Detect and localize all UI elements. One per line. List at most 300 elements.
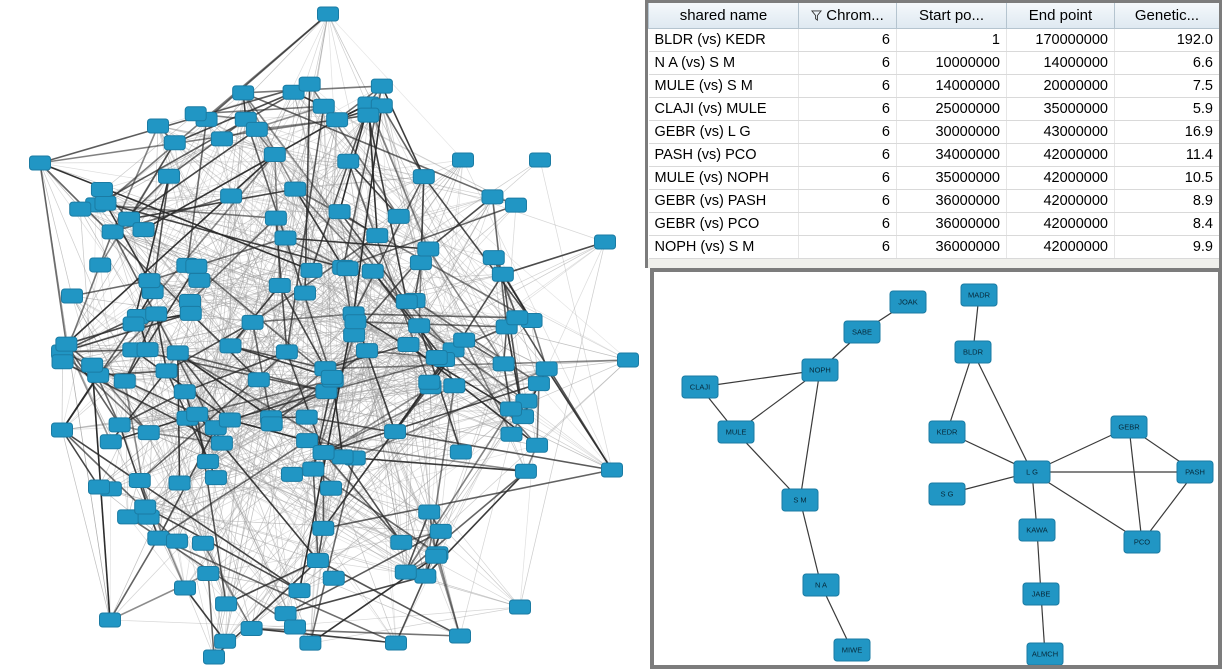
network-node-shape[interactable]: [30, 156, 51, 170]
network-node[interactable]: [204, 650, 225, 664]
network-node[interactable]: [82, 358, 103, 372]
network-node[interactable]: [345, 315, 366, 329]
network-node[interactable]: [129, 473, 150, 487]
network-node[interactable]: [357, 344, 378, 358]
network-view-small[interactable]: [650, 268, 1222, 669]
network-node-shape[interactable]: [56, 337, 77, 351]
network-node[interactable]: [175, 581, 196, 595]
network-node-shape[interactable]: [367, 229, 388, 243]
network-node-shape[interactable]: [430, 524, 451, 538]
network-node[interactable]: [323, 571, 344, 585]
network-node[interactable]: [358, 108, 379, 122]
network-node[interactable]: [409, 319, 430, 333]
network-node-shape[interactable]: [618, 353, 639, 367]
network-node-shape[interactable]: [129, 473, 150, 487]
network-node[interactable]: [483, 251, 504, 265]
network-node-shape[interactable]: [453, 153, 474, 167]
network-node-shape[interactable]: [337, 262, 358, 276]
network-node[interactable]: [95, 196, 116, 210]
network-node[interactable]: [100, 435, 121, 449]
network-node[interactable]: [890, 291, 926, 313]
network-node[interactable]: [782, 489, 818, 511]
network-node-shape[interactable]: [410, 256, 431, 270]
network-node-shape[interactable]: [507, 311, 528, 325]
network-node[interactable]: [426, 549, 447, 563]
network-node[interactable]: [395, 565, 416, 579]
table-row[interactable]: [649, 167, 1220, 190]
network-node[interactable]: [62, 289, 83, 303]
network-node[interactable]: [109, 418, 130, 432]
network-node[interactable]: [301, 263, 322, 277]
network-node[interactable]: [961, 284, 997, 306]
network-node-shape[interactable]: [321, 481, 342, 495]
network-node-shape[interactable]: [527, 438, 548, 452]
network-node-shape[interactable]: [156, 364, 177, 378]
network-node[interactable]: [505, 198, 526, 212]
network-node-shape[interactable]: [395, 565, 416, 579]
network-node-shape[interactable]: [329, 205, 350, 219]
network-node-shape[interactable]: [493, 357, 514, 371]
network-node[interactable]: [189, 273, 210, 287]
network-node-shape[interactable]: [419, 375, 440, 389]
network-node[interactable]: [482, 190, 503, 204]
network-node-shape[interactable]: [89, 480, 110, 494]
network-node[interactable]: [419, 375, 440, 389]
network-node-shape[interactable]: [114, 374, 135, 388]
network-node[interactable]: [329, 205, 350, 219]
network-node[interactable]: [332, 450, 353, 464]
network-small-canvas[interactable]: [654, 272, 1218, 665]
network-node[interactable]: [285, 182, 306, 196]
network-node[interactable]: [834, 639, 870, 661]
network-node[interactable]: [602, 463, 623, 477]
network-node-shape[interactable]: [169, 476, 190, 490]
network-node-shape[interactable]: [332, 450, 353, 464]
network-node-shape[interactable]: [100, 435, 121, 449]
network-node[interactable]: [321, 370, 342, 384]
network-node-shape[interactable]: [219, 413, 240, 427]
network-node[interactable]: [410, 256, 431, 270]
network-node-shape[interactable]: [385, 425, 406, 439]
network-node-shape[interactable]: [281, 467, 302, 481]
network-node[interactable]: [530, 153, 551, 167]
network-node-shape[interactable]: [198, 566, 219, 580]
network-node-shape[interactable]: [528, 377, 549, 391]
network-node-shape[interactable]: [413, 170, 434, 184]
network-node-shape[interactable]: [344, 328, 365, 342]
network-node[interactable]: [321, 481, 342, 495]
network-node[interactable]: [242, 315, 263, 329]
network-node-shape[interactable]: [396, 295, 417, 309]
network-node-shape[interactable]: [323, 571, 344, 585]
network-node-shape[interactable]: [248, 373, 269, 387]
edge-table[interactable]: [648, 3, 1220, 259]
network-node[interactable]: [205, 471, 226, 485]
network-node-shape[interactable]: [109, 418, 130, 432]
network-node[interactable]: [396, 295, 417, 309]
network-node[interactable]: [164, 136, 185, 150]
network-node[interactable]: [276, 345, 297, 359]
network-node[interactable]: [186, 259, 207, 273]
network-node[interactable]: [264, 147, 285, 161]
network-node[interactable]: [803, 574, 839, 596]
network-node-shape[interactable]: [70, 202, 91, 216]
network-node[interactable]: [507, 311, 528, 325]
network-node-shape[interactable]: [303, 462, 324, 476]
network-node[interactable]: [362, 264, 383, 278]
network-node[interactable]: [198, 566, 219, 580]
network-node[interactable]: [682, 376, 718, 398]
network-node[interactable]: [802, 359, 838, 381]
network-node-shape[interactable]: [398, 338, 419, 352]
network-node[interactable]: [454, 333, 475, 347]
network-node[interactable]: [56, 337, 77, 351]
network-node[interactable]: [148, 531, 169, 545]
network-node-shape[interactable]: [300, 636, 321, 650]
network-node-shape[interactable]: [159, 169, 180, 183]
network-node[interactable]: [139, 274, 160, 288]
network-node-shape[interactable]: [189, 273, 210, 287]
network-node-shape[interactable]: [482, 190, 503, 204]
column-header-start-point[interactable]: [897, 3, 1007, 29]
network-node-shape[interactable]: [264, 147, 285, 161]
network-node[interactable]: [269, 279, 290, 293]
network-node-shape[interactable]: [391, 535, 412, 549]
network-node-shape[interactable]: [139, 274, 160, 288]
network-node[interactable]: [220, 339, 241, 353]
network-node-shape[interactable]: [371, 79, 392, 93]
network-node[interactable]: [102, 225, 123, 239]
network-node-shape[interactable]: [246, 122, 267, 136]
network-node[interactable]: [211, 436, 232, 450]
table-row[interactable]: [649, 213, 1220, 236]
network-node[interactable]: [413, 170, 434, 184]
network-node[interactable]: [1177, 461, 1213, 483]
network-node[interactable]: [1014, 461, 1050, 483]
network-node[interactable]: [398, 338, 419, 352]
table-row[interactable]: [649, 236, 1220, 259]
network-node-shape[interactable]: [419, 505, 440, 519]
network-node-shape[interactable]: [164, 136, 185, 150]
network-node-shape[interactable]: [180, 306, 201, 320]
network-node[interactable]: [367, 229, 388, 243]
network-node-shape[interactable]: [285, 182, 306, 196]
network-node[interactable]: [192, 536, 213, 550]
network-node-shape[interactable]: [313, 99, 334, 113]
table-row[interactable]: [649, 29, 1220, 52]
network-node-shape[interactable]: [386, 636, 407, 650]
network-node[interactable]: [327, 113, 348, 127]
network-node[interactable]: [281, 467, 302, 481]
network-node-shape[interactable]: [133, 223, 154, 237]
network-node[interactable]: [211, 132, 232, 146]
network-node[interactable]: [215, 634, 236, 648]
network-node-shape[interactable]: [454, 333, 475, 347]
network-node[interactable]: [261, 417, 282, 431]
network-node[interactable]: [187, 407, 208, 421]
network-node-shape[interactable]: [338, 154, 359, 168]
network-node[interactable]: [337, 262, 358, 276]
network-node[interactable]: [318, 7, 339, 21]
network-node-shape[interactable]: [90, 258, 111, 272]
network-node-shape[interactable]: [444, 379, 465, 393]
network-small-nodes[interactable]: [682, 284, 1213, 665]
network-node[interactable]: [1023, 583, 1059, 605]
network-node[interactable]: [453, 153, 474, 167]
network-node[interactable]: [275, 607, 296, 621]
network-node-shape[interactable]: [91, 182, 112, 196]
network-node-shape[interactable]: [242, 315, 263, 329]
network-node-shape[interactable]: [357, 344, 378, 358]
network-node-shape[interactable]: [321, 370, 342, 384]
network-node-shape[interactable]: [233, 86, 254, 100]
edge-table-panel[interactable]: [645, 0, 1222, 268]
network-node-shape[interactable]: [102, 225, 123, 239]
table-row[interactable]: [649, 98, 1220, 121]
column-header-end-point[interactable]: [1007, 3, 1115, 29]
network-node[interactable]: [1111, 416, 1147, 438]
network-node[interactable]: [338, 154, 359, 168]
network-node-shape[interactable]: [185, 107, 206, 121]
network-node[interactable]: [241, 621, 262, 635]
network-node-shape[interactable]: [289, 584, 310, 598]
network-node-shape[interactable]: [450, 445, 471, 459]
network-node[interactable]: [146, 307, 167, 321]
network-node[interactable]: [418, 242, 439, 256]
network-node[interactable]: [500, 402, 521, 416]
network-node[interactable]: [385, 425, 406, 439]
network-node-shape[interactable]: [261, 417, 282, 431]
network-node-shape[interactable]: [318, 7, 339, 21]
network-node-shape[interactable]: [426, 549, 447, 563]
network-node[interactable]: [510, 600, 531, 614]
network-node-shape[interactable]: [220, 339, 241, 353]
network-node-shape[interactable]: [285, 620, 306, 634]
network-node-shape[interactable]: [82, 358, 103, 372]
network-node-shape[interactable]: [241, 621, 262, 635]
network-node[interactable]: [536, 362, 557, 376]
network-node[interactable]: [275, 231, 296, 245]
network-node-shape[interactable]: [500, 402, 521, 416]
network-node[interactable]: [30, 156, 51, 170]
network-node[interactable]: [444, 379, 465, 393]
network-node[interactable]: [493, 357, 514, 371]
network-node-shape[interactable]: [167, 346, 188, 360]
network-node[interactable]: [167, 346, 188, 360]
network-node-shape[interactable]: [505, 198, 526, 212]
network-node-shape[interactable]: [450, 629, 471, 643]
network-node[interactable]: [430, 524, 451, 538]
network-node-shape[interactable]: [296, 410, 317, 424]
network-node[interactable]: [313, 99, 334, 113]
network-node-shape[interactable]: [276, 345, 297, 359]
network-node[interactable]: [156, 364, 177, 378]
network-node[interactable]: [501, 427, 522, 441]
network-node[interactable]: [426, 350, 447, 364]
network-node[interactable]: [419, 505, 440, 519]
network-node[interactable]: [388, 209, 409, 223]
network-node-shape[interactable]: [595, 235, 616, 249]
network-node[interactable]: [450, 445, 471, 459]
network-node-shape[interactable]: [192, 536, 213, 550]
table-row[interactable]: [649, 121, 1220, 144]
table-row[interactable]: [649, 75, 1220, 98]
network-node[interactable]: [386, 636, 407, 650]
network-node[interactable]: [123, 317, 144, 331]
network-node[interactable]: [100, 613, 121, 627]
network-node[interactable]: [371, 79, 392, 93]
table-row[interactable]: [649, 52, 1220, 75]
network-node[interactable]: [159, 169, 180, 183]
network-node[interactable]: [137, 343, 158, 357]
network-node-shape[interactable]: [211, 132, 232, 146]
network-node[interactable]: [248, 373, 269, 387]
network-node[interactable]: [527, 438, 548, 452]
network-node[interactable]: [929, 483, 965, 505]
network-node[interactable]: [492, 267, 513, 281]
network-node-shape[interactable]: [345, 315, 366, 329]
network-node[interactable]: [70, 202, 91, 216]
network-node[interactable]: [285, 620, 306, 634]
network-node-shape[interactable]: [307, 554, 328, 568]
network-node[interactable]: [929, 421, 965, 443]
network-node[interactable]: [289, 584, 310, 598]
network-node-shape[interactable]: [197, 455, 218, 469]
network-node[interactable]: [307, 554, 328, 568]
network-node[interactable]: [955, 341, 991, 363]
network-node-shape[interactable]: [204, 650, 225, 664]
network-node[interactable]: [313, 446, 334, 460]
network-node[interactable]: [133, 223, 154, 237]
network-node-shape[interactable]: [221, 189, 242, 203]
column-header-genetic[interactable]: [1115, 3, 1220, 29]
network-node-shape[interactable]: [95, 196, 116, 210]
network-node[interactable]: [197, 455, 218, 469]
network-node[interactable]: [216, 597, 237, 611]
network-node-shape[interactable]: [265, 211, 286, 225]
network-node-shape[interactable]: [215, 634, 236, 648]
network-node[interactable]: [219, 413, 240, 427]
network-node-shape[interactable]: [211, 436, 232, 450]
network-node[interactable]: [185, 107, 206, 121]
network-node-shape[interactable]: [166, 534, 187, 548]
network-node-shape[interactable]: [418, 242, 439, 256]
network-node-shape[interactable]: [275, 231, 296, 245]
network-node-shape[interactable]: [358, 108, 379, 122]
network-node[interactable]: [148, 119, 169, 133]
network-node[interactable]: [233, 86, 254, 100]
network-node-shape[interactable]: [52, 423, 73, 437]
column-header-chromosome[interactable]: [799, 3, 897, 29]
network-node-shape[interactable]: [100, 613, 121, 627]
network-node[interactable]: [595, 235, 616, 249]
network-node[interactable]: [1124, 531, 1160, 553]
network-node[interactable]: [528, 377, 549, 391]
network-node-shape[interactable]: [295, 286, 316, 300]
network-node-shape[interactable]: [536, 362, 557, 376]
network-node[interactable]: [718, 421, 754, 443]
table-row[interactable]: [649, 190, 1220, 213]
network-node[interactable]: [1027, 643, 1063, 665]
network-node-shape[interactable]: [146, 307, 167, 321]
network-node-shape[interactable]: [187, 407, 208, 421]
network-node-shape[interactable]: [138, 426, 159, 440]
network-node[interactable]: [174, 385, 195, 399]
network-node[interactable]: [299, 77, 320, 91]
network-node[interactable]: [52, 423, 73, 437]
network-node[interactable]: [135, 500, 156, 514]
network-node[interactable]: [221, 189, 242, 203]
network-node[interactable]: [246, 122, 267, 136]
network-node[interactable]: [180, 306, 201, 320]
network-node[interactable]: [166, 534, 187, 548]
network-node[interactable]: [295, 286, 316, 300]
network-node[interactable]: [391, 535, 412, 549]
network-node[interactable]: [844, 321, 880, 343]
network-node-shape[interactable]: [175, 581, 196, 595]
network-node[interactable]: [313, 521, 334, 535]
network-node-shape[interactable]: [269, 279, 290, 293]
network-node-shape[interactable]: [492, 267, 513, 281]
network-node-shape[interactable]: [327, 113, 348, 127]
network-node[interactable]: [415, 569, 436, 583]
network-node[interactable]: [618, 353, 639, 367]
network-node-shape[interactable]: [123, 317, 144, 331]
network-node[interactable]: [169, 476, 190, 490]
network-node[interactable]: [450, 629, 471, 643]
network-node-shape[interactable]: [137, 343, 158, 357]
network-node-shape[interactable]: [426, 350, 447, 364]
network-node[interactable]: [91, 182, 112, 196]
network-node-shape[interactable]: [148, 119, 169, 133]
network-node-shape[interactable]: [415, 569, 436, 583]
network-node-shape[interactable]: [530, 153, 551, 167]
network-node-shape[interactable]: [135, 500, 156, 514]
table-row[interactable]: [649, 144, 1220, 167]
network-node-shape[interactable]: [313, 446, 334, 460]
network-node-shape[interactable]: [388, 209, 409, 223]
network-node[interactable]: [303, 462, 324, 476]
network-node[interactable]: [90, 258, 111, 272]
network-node[interactable]: [296, 410, 317, 424]
network-node-shape[interactable]: [483, 251, 504, 265]
network-node-shape[interactable]: [299, 77, 320, 91]
network-node[interactable]: [265, 211, 286, 225]
network-node-shape[interactable]: [409, 319, 430, 333]
network-node[interactable]: [1019, 519, 1055, 541]
network-node[interactable]: [52, 355, 73, 369]
network-node-shape[interactable]: [275, 607, 296, 621]
network-node[interactable]: [114, 374, 135, 388]
network-node-shape[interactable]: [148, 531, 169, 545]
network-node-shape[interactable]: [186, 259, 207, 273]
network-node[interactable]: [300, 636, 321, 650]
network-node[interactable]: [344, 328, 365, 342]
network-node-shape[interactable]: [510, 600, 531, 614]
network-node-shape[interactable]: [602, 463, 623, 477]
network-node-shape[interactable]: [216, 597, 237, 611]
network-node[interactable]: [138, 426, 159, 440]
network-node-shape[interactable]: [501, 427, 522, 441]
network-node-shape[interactable]: [205, 471, 226, 485]
network-node[interactable]: [515, 464, 536, 478]
network-node-shape[interactable]: [52, 355, 73, 369]
network-node-shape[interactable]: [174, 385, 195, 399]
network-node-shape[interactable]: [362, 264, 383, 278]
network-node-shape[interactable]: [62, 289, 83, 303]
edge-table-body[interactable]: [649, 29, 1220, 259]
network-node-shape[interactable]: [301, 263, 322, 277]
